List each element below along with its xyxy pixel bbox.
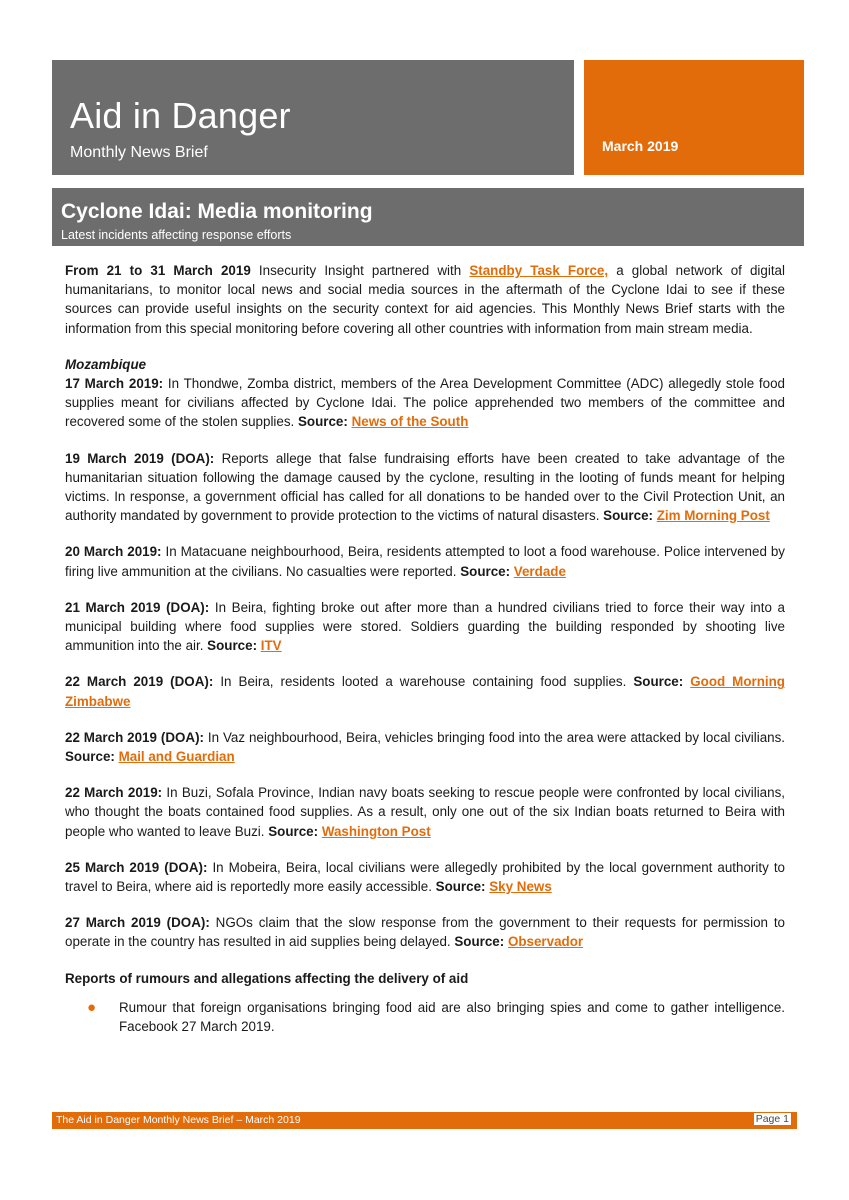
main-content — [65, 261, 785, 1036]
incident-paragraph — [65, 913, 785, 951]
incident-date: 22 March 2019: — [65, 785, 163, 801]
intro-lead: From 21 to 31 March 2019 — [65, 263, 251, 278]
incident-paragraph — [65, 672, 785, 710]
incident-paragraph — [65, 598, 785, 656]
page-number: Page 1 — [755, 1113, 789, 1125]
source-link[interactable]: Observador — [507, 934, 584, 950]
page-title: Aid in Danger — [70, 95, 291, 136]
intro-paragraph — [65, 261, 785, 338]
incident-text: In Vaz neighbourhood, Beira, vehicles bringing food into the area were attacked by local civilians. — [204, 729, 786, 745]
source-label: Source: — [435, 879, 486, 895]
incident-paragraph — [65, 783, 785, 841]
incident-date: 20 March 2019: — [65, 544, 162, 560]
incident-text: NGOs claim that the slow response from the government to their requests for permission to operate in the country has resulted in aid supplies being delayed. — [65, 915, 786, 950]
page-footer — [52, 1112, 797, 1129]
source-link[interactable]: ITV — [260, 638, 282, 654]
incident-paragraph — [65, 728, 785, 766]
incident-text: Reports allege that false fundraising efforts have been created to take advantage of the humanitarian situation following the damage caused by the cyclone, resulting in the looting of funds meant for helping victims. In response, a government official has called for all donations to be handed over to the Civil Protection Unit, an authority mandated by government to provide protection to the victims of natural disasters. — [65, 450, 785, 524]
page-subtitle: Monthly News Brief — [70, 144, 208, 161]
incident-date: 25 March 2019 (DOA): — [65, 859, 208, 875]
source-label: Source: — [454, 934, 505, 950]
source-label: Source: — [297, 414, 348, 430]
source-link[interactable]: Sky News — [489, 879, 552, 895]
incident-list — [65, 374, 785, 952]
date-block — [584, 60, 804, 175]
source-label: Source: — [268, 823, 319, 839]
standby-task-force-link[interactable]: Standby Task Force, — [469, 263, 609, 278]
incident-paragraph — [65, 374, 785, 432]
rumour-text: Rumour that foreign organisations bringing food aid are also bringing spies and come to gather intelligence. Facebook 27 March 2019. — [119, 999, 785, 1035]
country-heading: Mozambique — [65, 356, 147, 372]
incident-date: 19 March 2019 (DOA): — [65, 450, 215, 466]
footer-title: The Aid in Danger Monthly News Brief – March 2019 — [56, 1114, 301, 1126]
source-label: Source: — [65, 749, 115, 765]
incident-text: In Thondwe, Zomba district, members of the Area Development Committee (ADC) allegedly stole food supplies meant for civilians affected by Cyclone Idai. The police apprehended two members of the committee and recovered some of the stolen supplies. — [65, 376, 785, 430]
source-link[interactable]: Verdade — [513, 563, 566, 579]
source-link[interactable]: Zim Morning Post — [656, 508, 770, 524]
incident-paragraph — [65, 858, 785, 896]
incident-paragraph — [65, 542, 785, 580]
source-label: Source: — [633, 674, 684, 690]
source-label: Source: — [207, 638, 258, 654]
source-link[interactable]: News of the South — [351, 414, 469, 430]
rumour-item — [87, 998, 785, 1036]
source-link[interactable]: Mail and Guardian — [118, 749, 235, 765]
incident-date: 21 March 2019 (DOA): — [65, 599, 210, 615]
source-label: Source: — [603, 508, 653, 524]
section-title: Cyclone Idai: Media monitoring — [61, 200, 373, 223]
incident-text: In Beira, residents looted a warehouse containing food supplies. — [213, 674, 634, 690]
incident-text: In Beira, fighting broke out after more than a hundred civilians tried to force their way into a municipal building where food supplies were stored. Soldiers guarding the building responded by shooting live ammunition into the air. — [65, 599, 786, 654]
rumours-heading: Reports of rumours and allegations affecting the delivery of aid — [65, 970, 469, 986]
section-subtitle: Latest incidents affecting response efforts — [61, 228, 292, 242]
bullet-icon: ● — [87, 998, 97, 1016]
title-block — [52, 60, 574, 175]
intro-text-2: a global network of digital humanitarians, to monitor local news and social media sources in the aftermath of the Cyclone Idai to see if these sources can provide useful insights on the security context for aid agencies. This Monthly News Brief starts with the information from this special monitoring before covering all other countries with information from main stream media. — [65, 263, 785, 336]
incident-date: 17 March 2019: — [65, 376, 164, 392]
section-header — [52, 188, 804, 246]
source-link[interactable]: Good Morning Zimbabwe — [65, 674, 785, 709]
incident-text: In Matacuane neighbourhood, Beira, residents attempted to loot a food warehouse. Police intervened by firing live ammunition at the civilians. No casualties were reported. — [65, 544, 785, 579]
incident-text: In Mobeira, Beira, local civilians were allegedly prohibited by the local government authority to travel to Beira, where aid is reportedly more easily accessible. — [65, 859, 785, 895]
incident-date: 27 March 2019 (DOA): — [65, 915, 210, 931]
issue-date: March 2019 — [602, 138, 679, 154]
incident-paragraph — [65, 449, 785, 526]
source-label: Source: — [460, 563, 511, 579]
incident-date: 22 March 2019 (DOA): — [65, 729, 204, 745]
source-link[interactable]: Washington Post — [321, 823, 431, 839]
incident-date: 22 March 2019 (DOA): — [65, 674, 214, 690]
intro-text-1: Insecurity Insight partnered with — [250, 263, 470, 278]
incident-text: In Buzi, Sofala Province, Indian navy boats seeking to rescue people were confronted by local civilians, who thought the boats contained food supplies. As a result, only one out of the six Indian boats returned to Beira with people who wanted to leave Buzi. — [65, 785, 785, 839]
